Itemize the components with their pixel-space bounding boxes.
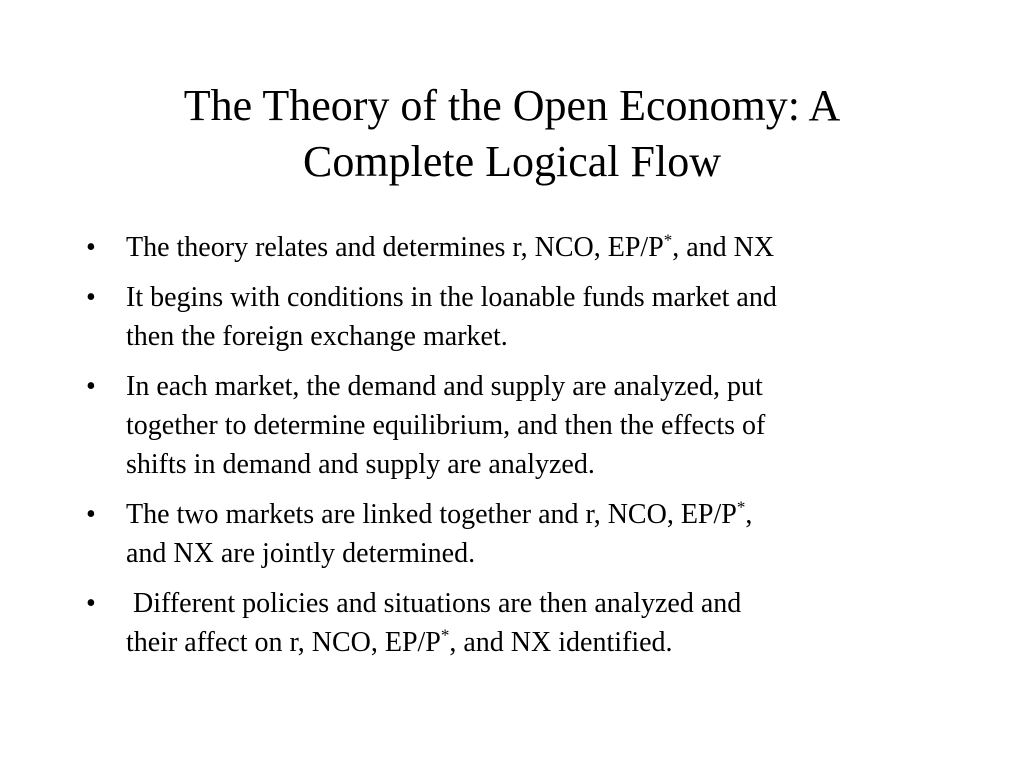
bullet-line: [126, 228, 942, 267]
bullet-glyph: •: [86, 282, 96, 313]
bullet-item: [82, 228, 942, 267]
text-run: , and NX: [672, 232, 775, 263]
slide-title-line: The Theory of the Open Economy: A: [183, 81, 841, 130]
text-run: The theory relates and determines r, NCO, EP/P: [126, 232, 664, 263]
bullet-line: [126, 495, 942, 534]
bullet-glyph: •: [86, 588, 96, 619]
bullet-list: [82, 228, 942, 673]
bullet-item: [82, 584, 942, 662]
text-run: ,: [745, 499, 753, 530]
bullet-line: then the foreign exchange market.: [126, 321, 508, 352]
text-run: , and NX identified.: [449, 627, 673, 658]
slide-title-line: Complete Logical Flow: [303, 137, 721, 186]
bullet-glyph: •: [86, 232, 96, 263]
bullet-line: shifts in demand and supply are analyzed.: [126, 449, 595, 480]
bullet-glyph: •: [86, 499, 96, 530]
bullet-line: Different policies and situations are then analyzed and: [126, 588, 742, 619]
bullet-item: [82, 367, 942, 484]
superscript-star: *: [736, 497, 746, 517]
bullet-item: [82, 495, 942, 573]
bullet-line: [126, 623, 942, 662]
bullet-line: and NX are jointly determined.: [126, 538, 476, 569]
superscript-star: *: [440, 625, 450, 645]
superscript-star: *: [663, 230, 673, 250]
bullet-line: together to determine equilibrium, and then the effects of: [126, 410, 766, 441]
bullet-line: In each market, the demand and supply are analyzed, put: [126, 371, 763, 402]
text-run: their affect on r, NCO, EP/P: [126, 627, 441, 658]
text-run: The two markets are linked together and r, NCO, EP/P: [126, 499, 737, 530]
bullet-glyph: •: [86, 371, 96, 402]
bullet-line: It begins with conditions in the loanable funds market and: [126, 282, 777, 313]
bullet-item: [82, 278, 942, 356]
slide-title: [60, 78, 964, 190]
